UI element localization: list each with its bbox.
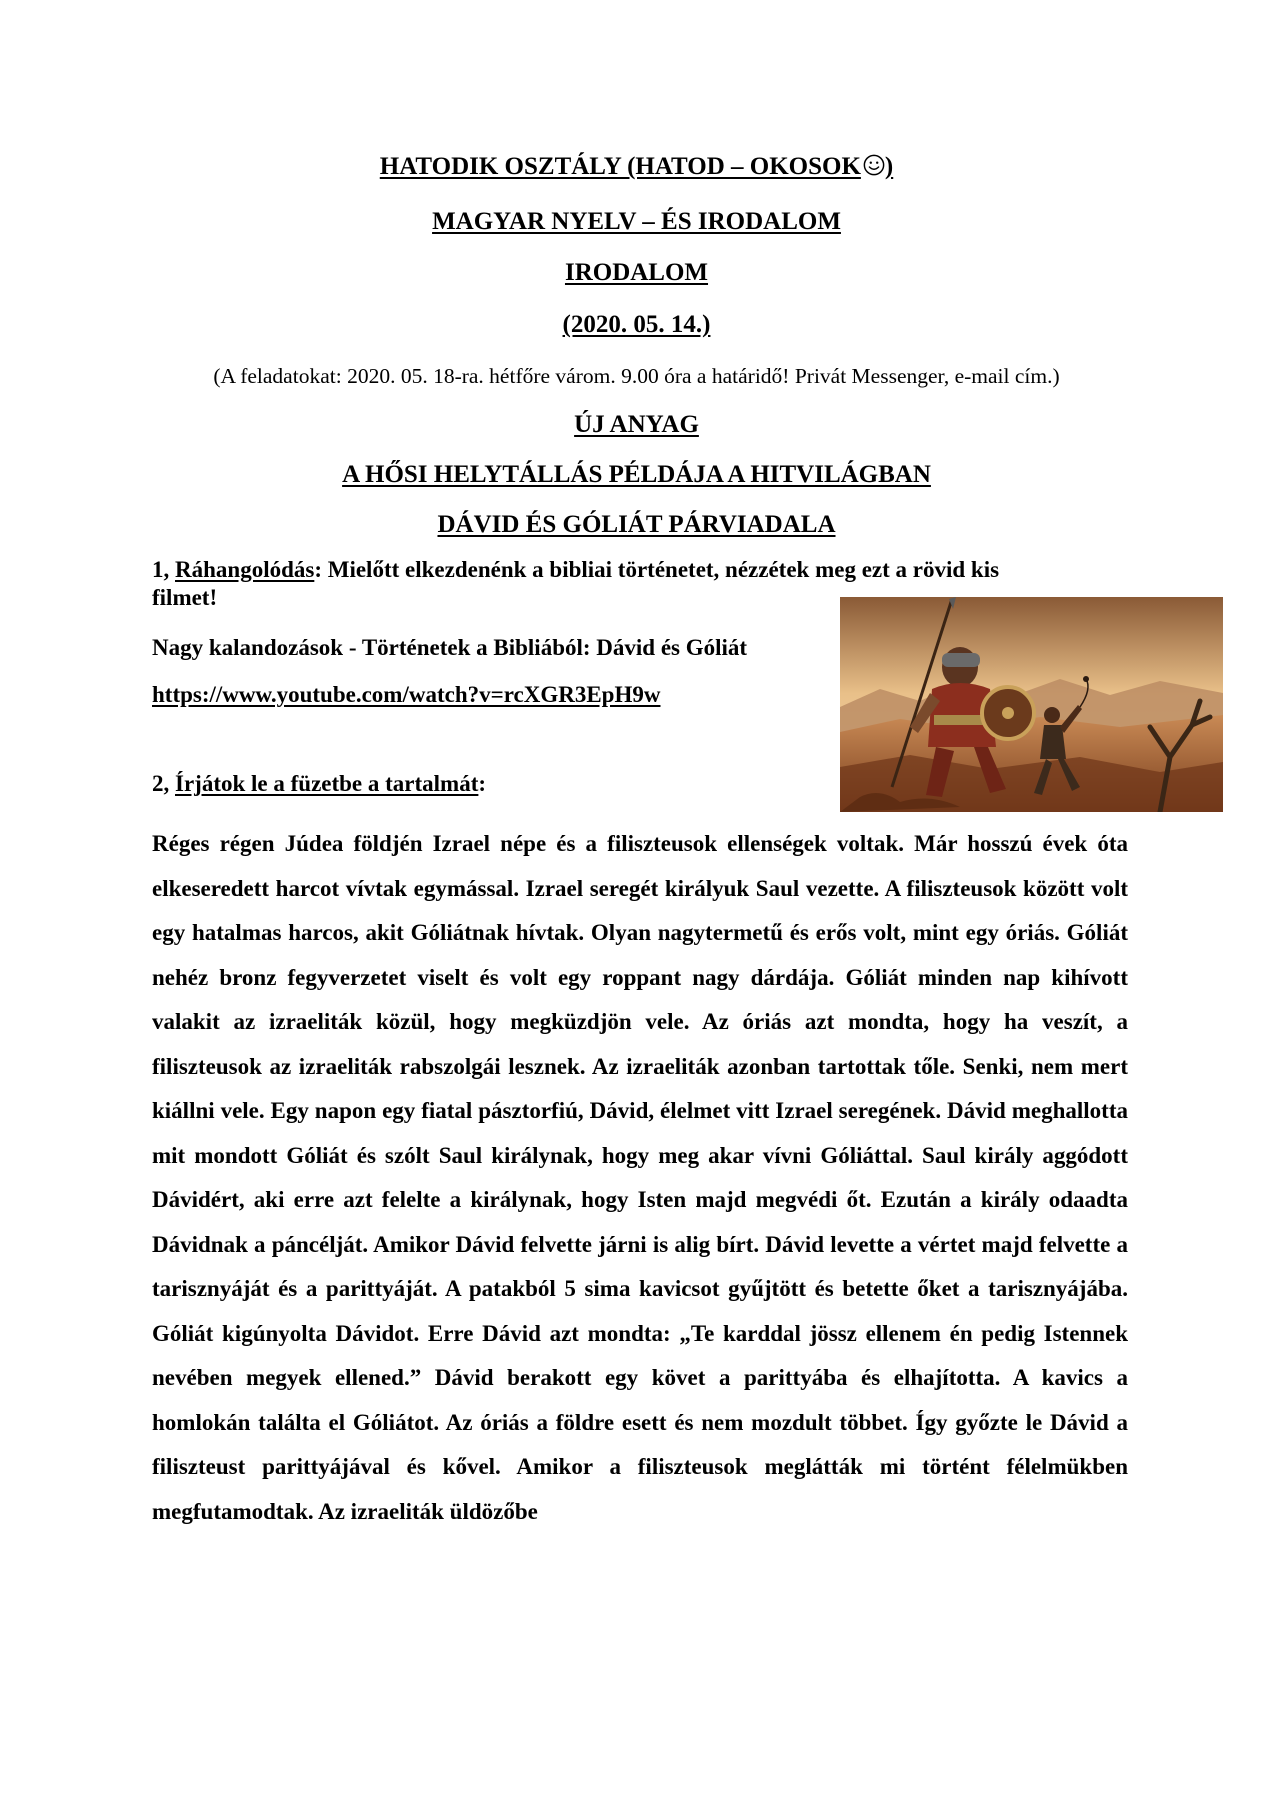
task-2-number: 2,: [152, 771, 175, 796]
task-1-text: Mielőtt elkezdenénk a bibliai történetet, nézzétek meg ezt a rövid kis: [322, 557, 1000, 582]
topic-heading: IRODALOM: [564, 259, 709, 286]
class-title-end: ): [884, 153, 894, 180]
task-1-colon: :: [314, 557, 322, 582]
david-and-goliath-illustration: [840, 597, 1223, 812]
task-1-number: 1,: [152, 557, 175, 582]
task-2: [152, 769, 486, 799]
class-title-text: HATODIK OSZTÁLY (HATOD – OKOSOK: [379, 153, 861, 180]
smiley-icon: [863, 154, 885, 176]
task-1-label: Ráhangolódás: [175, 557, 315, 582]
date-heading: (2020. 05. 14.): [562, 311, 711, 338]
illustration-svg: [840, 597, 1223, 812]
task-1-line-2: filmet!: [152, 585, 218, 610]
task-2-label: Írjátok le a füzetbe a tartalmát: [175, 771, 479, 796]
new-material-heading: ÚJ ANYAG: [574, 411, 699, 438]
story-text: Réges régen Júdea földjén Izrael népe és a filiszteusok ellenségek voltak. Már hosszú évek óta elkeseredett harcot vívtak egymással. Izrael seregét királyuk Saul vezette. A filiszteusok között volt egy hatalmas harcos, akit Góliátnak hívtak. Olyan nagytermetű és erős volt, mint egy óriás. Góliát nehéz bronz fegyverzetet viselt és volt egy roppant nagy dárdája. Góliát minden nap kihívott valakit az izraeliták közül, hogy megküzdjön vele. Az óriás azt mondta, hogy ha veszít, a filiszteusok az izraeliták rabszolgái lesznek. Az izraeliták azonban tartottak tőle. Senki, nem mert kiállni vele. Egy napon egy fiatal pásztorfiú, Dávid, élelmet vitt Izrael seregének. Dávid meghallotta mit mondott Góliát és szólt Saul királynak, hogy meg akar vívni Góliáttal. Saul király aggódott Dávidért, aki erre azt felelte a királynak, hogy Isten majd megvédi őt. Ezután a király odaadta Dávidnak a páncélját. Amikor Dávid felvette járni is alig bírt. Dávid levette a vértet majd felvette a tarisznyáját és a parittyáját. A patakból 5 sima kavicsot gyűjtött és betette őket a tarisznyájába. Góliát kigúnyolta Dávidot. Erre Dávid azt mondta: „Te karddal jössz ellenem én pedig Istennek nevében megyek ellened.” Dávid berakott egy követ a parittyába és elhajította. A kavics a homlokán találta el Góliátot. Az óriás a földre esett és nem mozdult többet. Így győzte le Dávid a filiszteust parittyájával és kővel. Amikor a filiszteusok meglátták mi történt félelmükben megfutamodtak. Az izraeliták üldözőbe: [152, 831, 1128, 1524]
lesson-title: A HŐSI HELYTÁLLÁS PÉLDÁJA A HITVILÁGBAN: [342, 461, 931, 488]
story-title: DÁVID ÉS GÓLIÁT PÁRVIADALA: [437, 511, 836, 538]
class-title: [0, 152, 1273, 182]
subject-heading: MAGYAR NYELV – ÉS IRODALOM: [432, 208, 841, 235]
video-link[interactable]: https://www.youtube.com/watch?v=rcXGR3EpH9w: [152, 682, 661, 707]
deadline-note: (A feladatokat: 2020. 05. 18-ra. hétfőre várom. 9.00 óra a határidő! Privát Messenger, e-mail cím.): [213, 364, 1060, 388]
task-2-colon: :: [478, 771, 487, 796]
task-1: [152, 555, 1132, 585]
video-title: Nagy kalandozások - Történetek a Bibliából: Dávid és Góliát: [152, 635, 748, 660]
